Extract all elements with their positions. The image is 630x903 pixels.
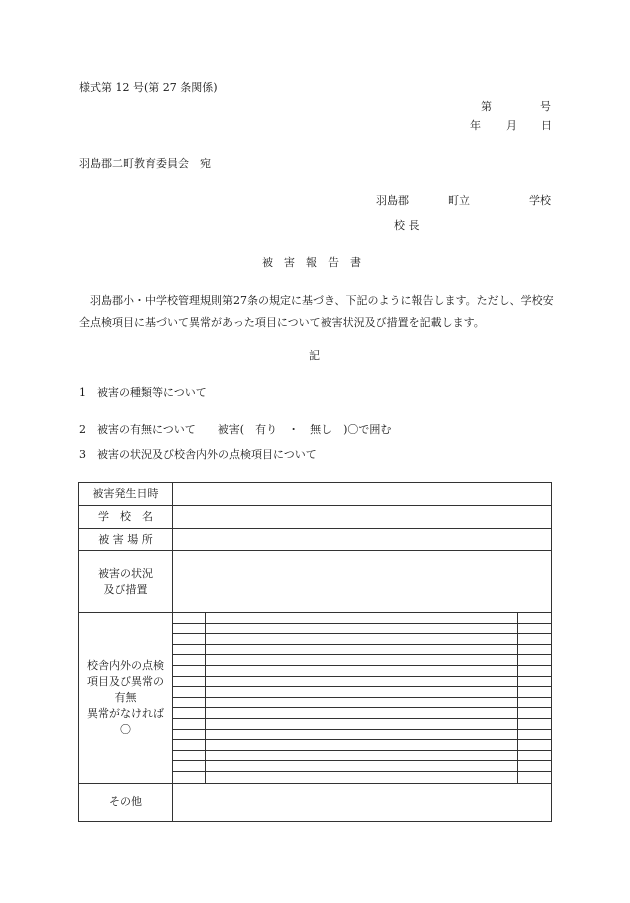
item-1: 1 被害の種類等について — [79, 386, 207, 399]
inspection-label-line-3: 有無 — [114, 690, 137, 704]
inspection-grid-row[interactable] — [173, 687, 551, 698]
inspection-grid-row[interactable] — [173, 761, 551, 772]
item-2: 2 被害の有無について 被害( 有り ・ 無し )〇で囲む — [79, 423, 392, 436]
inspection-grid-row[interactable] — [173, 666, 551, 677]
table-row — [79, 783, 552, 821]
inspection-label-line-4: 異常がなければ — [87, 706, 164, 720]
document-title: 被 害 報 告 書 — [262, 256, 361, 269]
recipient: 羽島郡二町教育委員会 宛 — [79, 157, 211, 170]
damage-place-label: 被 害 場 所 — [79, 529, 173, 551]
table-row — [79, 551, 552, 613]
sender-town: 町立 — [448, 194, 470, 207]
inspection-grid-row[interactable] — [173, 624, 551, 635]
inspection-grid-row[interactable] — [173, 613, 551, 624]
inspection-grid-row[interactable] — [173, 730, 551, 741]
damage-situation-label — [79, 551, 173, 613]
damage-situation-label-line-2: 及び措置 — [103, 582, 148, 596]
table-row — [79, 529, 552, 551]
inspection-grid-row[interactable] — [173, 698, 551, 709]
damage-situation-field[interactable] — [173, 551, 552, 613]
table-row — [79, 613, 552, 784]
other-label: その他 — [79, 783, 173, 821]
inspection-grid-row[interactable] — [173, 677, 551, 688]
body-text: 羽島郡小・中学校管理規則第27条の規定に基づき、下記のように報告します。ただし、学校安全点検項目に基づいて異常があった項目について被害状況及び措置を記載します。 — [79, 294, 554, 329]
doc-number-prefix: 第 — [481, 100, 492, 113]
sender-school: 学校 — [529, 194, 551, 207]
damage-place-field[interactable] — [173, 529, 552, 551]
inspection-items-grid-cell — [173, 613, 552, 784]
body-paragraph — [79, 290, 559, 334]
inspection-grid-row[interactable] — [173, 772, 551, 783]
ki-label: 記 — [309, 349, 320, 362]
sender-gun: 羽島郡 — [376, 194, 409, 207]
inspection-grid-row[interactable] — [173, 655, 551, 666]
inspection-grid-row[interactable] — [173, 740, 551, 751]
report-table — [78, 482, 552, 822]
inspection-label-line-5: 〇 — [120, 722, 131, 736]
doc-number-suffix: 号 — [540, 100, 551, 113]
form-number-label: 様式第 12 号(第 27 条関係) — [79, 81, 218, 94]
other-field[interactable] — [173, 783, 552, 821]
inspection-grid-row[interactable] — [173, 708, 551, 719]
table-row — [79, 506, 552, 529]
date-day: 日 — [541, 119, 552, 132]
inspection-label-line-2: 項目及び異常の — [87, 674, 164, 688]
date-month: 月 — [506, 119, 517, 132]
inspection-items-label — [79, 613, 173, 784]
damage-date-label: 被害発生日時 — [79, 483, 173, 506]
principal-label: 校 長 — [394, 219, 420, 232]
damage-date-field[interactable] — [173, 483, 552, 506]
school-name-field[interactable] — [173, 506, 552, 529]
inspection-grid-row[interactable] — [173, 719, 551, 730]
item-3: 3 被害の状況及び校舎内外の点検項目について — [79, 448, 317, 461]
inspection-grid-row[interactable] — [173, 634, 551, 645]
inspection-grid — [173, 613, 551, 783]
inspection-label-line-1: 校舎内外の点検 — [87, 658, 164, 672]
inspection-grid-row[interactable] — [173, 751, 551, 762]
school-name-label: 学 校 名 — [79, 506, 173, 529]
date-year: 年 — [470, 119, 481, 132]
table-row — [79, 483, 552, 506]
damage-situation-label-line-1: 被害の状況 — [98, 566, 153, 580]
inspection-grid-row[interactable] — [173, 645, 551, 656]
